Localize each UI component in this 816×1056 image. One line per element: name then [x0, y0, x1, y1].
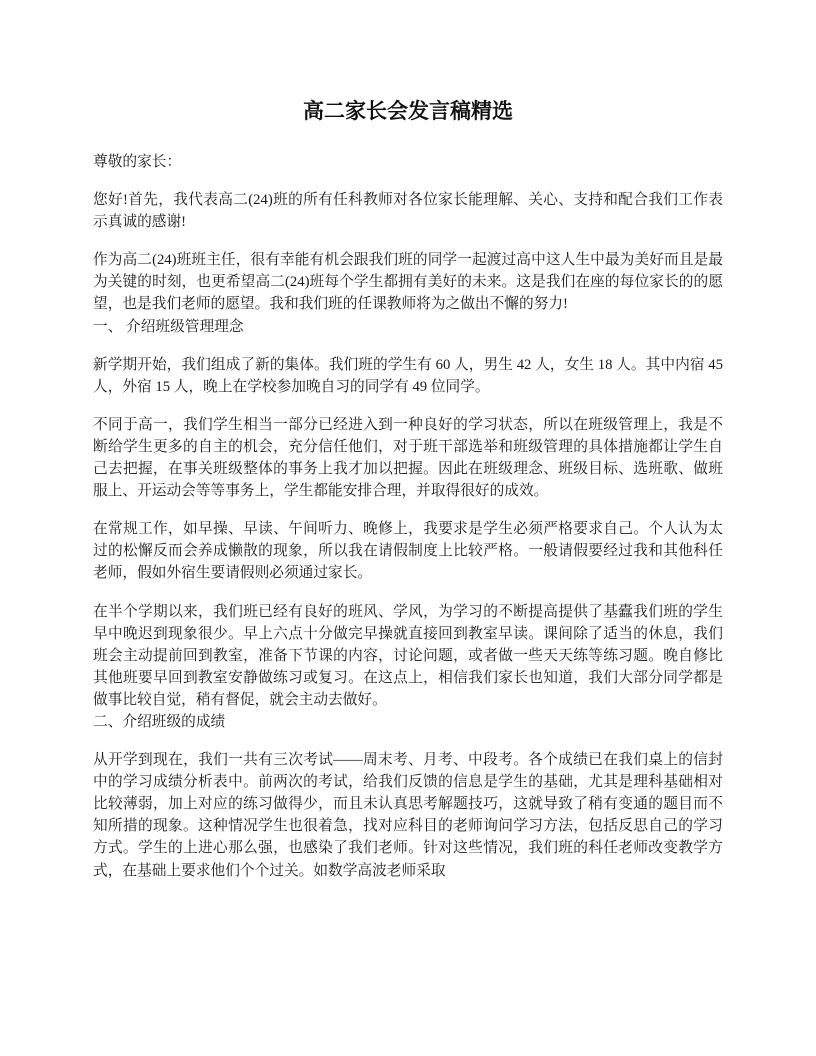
- paragraph-management-approach: 不同于高一，我们学生相当一部分已经进入到一种良好的学习状态，所以在班级管理上，我是不断给学生更多的自主的机会，充分信任他们，对于班干部选举和班级管理的具体措施都让学生自己去把握，在事关班级整体的事务上我才加以把握。因此在班级理念、班级目标、选班歌、做班服上、开运动会等等事务上，学生都能安排合理，并取得很好的成效。: [93, 416, 723, 500]
- paragraph-class-atmosphere: 在半个学期以来，我们班已经有良好的班风、学风，为学习的不断提高提供了基蠹我们班的学生早中晚迟到现象很少。早上六点十分做完早操就直接回到教室早读。课间除了适当的休息，我们班会主动提前回到教室，准备下节课的内容，讨论问题，或者做一些天天练等练习题。晚自修比其他班要早回到教室安静做练习或复习。在这点上，相信我们家长也知道，我们大部分同学都是做事比较自觉，稍有督促，就会主动去做好。: [93, 603, 723, 708]
- paragraph-homeroom-intro: 作为高二(24)班班主任，很有幸能有机会跟我们班的同学一起渡过高中这人生中最为美好而且是最为关键的时刻，也更希望高二(24)班每个学生都拥有美好的未来。这是我们在座的每位家长的的愿望，也是我们老师的愿望。我和我们班的任课教师将为之做出不懈的努力!: [93, 252, 723, 313]
- paragraph-routine-discipline: 在常规工作，如早操、早读、午间听力、晚修上，我要求是学生必须严格要求自己。个人认为太过的松懈反而会养成懒散的现象，所以我在请假制度上比较严格。一般请假要经过我和其他科任老师，假如外宿生要请假则必须通过家长。: [93, 521, 723, 582]
- paragraph-exam-results: 从开学到现在，我们一共有三次考试——周末考、月考、中段考。各个成绩已在我们桌上的信封中的学习成绩分析表中。前两次的考试，给我们反馈的信息是学生的基础，尤其是理科基础相对比较薄弱，加上对应的练习做得少，而且未认真思考解题技巧，这就导致了稍有变通的题目而不知所措的现象。这种情况学生也很着急，找对应科目的老师询问学习方法，包括反思自己的学习方式。学生的上进心那么强，也感染了我们老师。针对这些情况，我们班的科任老师改变教学方式，在基础上要求他们个个过关。如数学高波老师采取: [93, 752, 723, 879]
- paragraph-greeting: 您好!首先，我代表高二(24)班的所有任科教师对各位家长能理解、关心、支持和配合我们工作表示真诚的感谢!: [93, 192, 723, 231]
- paragraph-class-composition: 新学期开始，我们组成了新的集体。我们班的学生有 60 人，男生 42 人，女生 18 人。其中内宿 45 人，外宿 15 人，晚上在学校参加晚自习的同学有 49 位同学。: [93, 356, 723, 395]
- heading-section-one: 一、 介绍班级管理理念: [93, 318, 244, 335]
- salutation: 尊敬的家长：: [93, 154, 182, 170]
- heading-section-two: 二、介绍班级的成绩: [93, 713, 226, 730]
- page-title: 高二家长会发言稿精选: [303, 99, 513, 123]
- document-body: [93, 0, 723, 882]
